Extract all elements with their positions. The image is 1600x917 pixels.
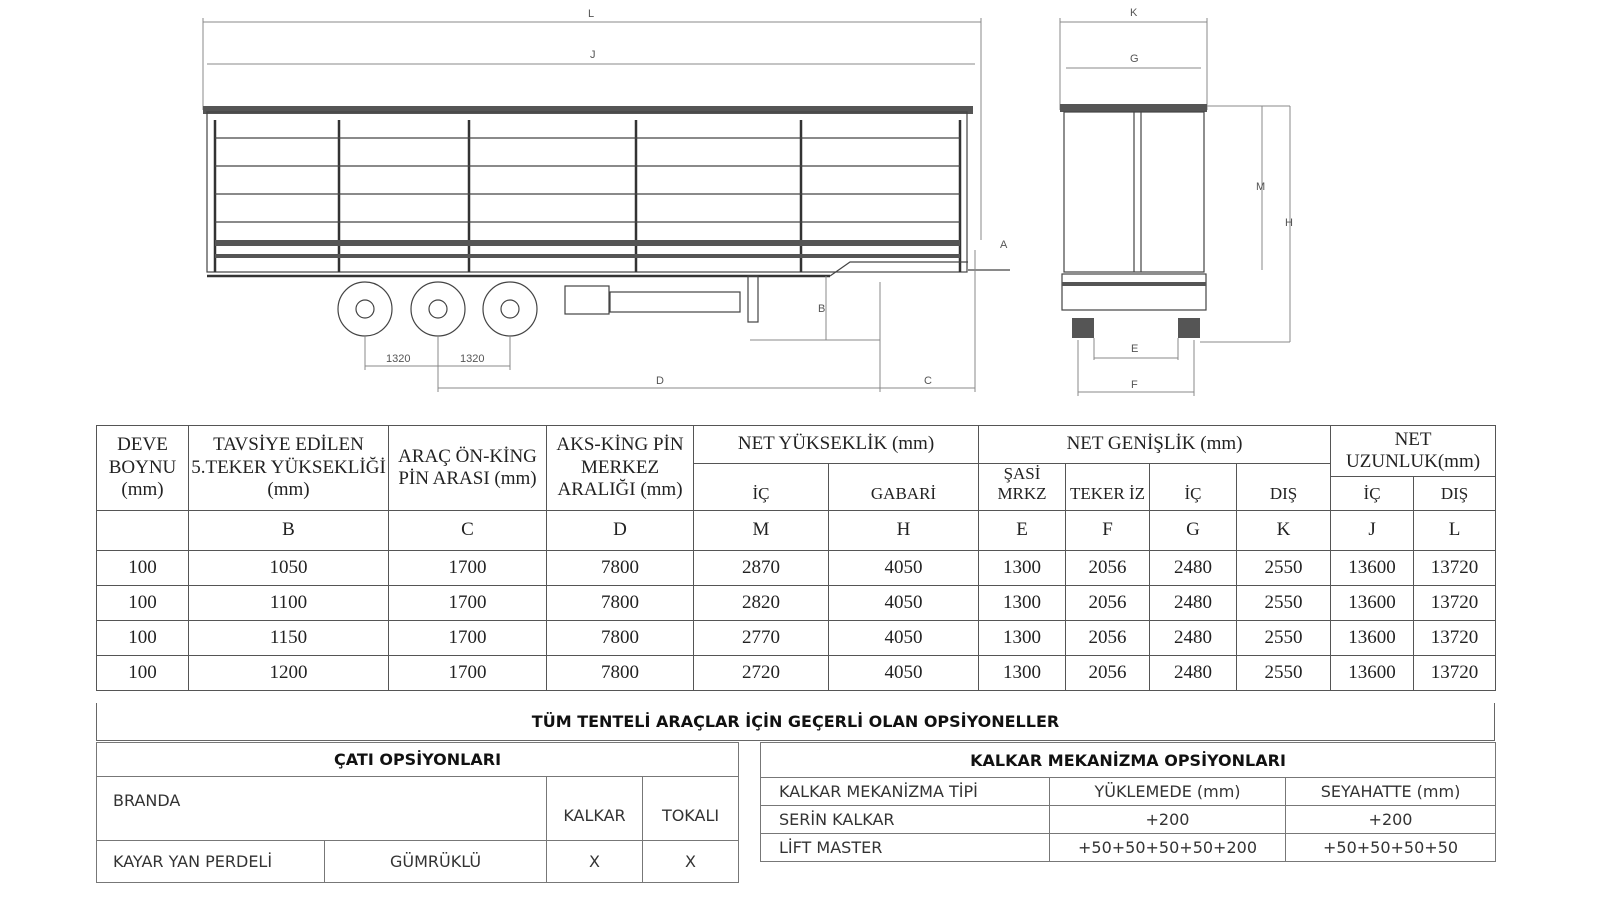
table-cell: 13720 — [1414, 551, 1496, 586]
kalkar-header-yuklemede: YÜKLEMEDE (mm) — [1050, 778, 1286, 806]
dim-l-label: L — [588, 8, 595, 20]
letter-cell: M — [694, 511, 829, 551]
dim-g-label: G — [1130, 53, 1139, 65]
dim-axle-2: 1320 — [460, 353, 485, 365]
table-cell: 2480 — [1150, 586, 1237, 621]
kalkar-row-label: LİFT MASTER — [761, 834, 1050, 862]
header-gabari: GABARİ — [829, 464, 979, 511]
table-cell: 4050 — [829, 586, 979, 621]
table-cell: 2720 — [694, 656, 829, 691]
table-row — [97, 656, 1496, 691]
table-row — [97, 551, 1496, 586]
table-cell: 13720 — [1414, 621, 1496, 656]
kalkar-row-value: +200 — [1286, 806, 1496, 834]
dim-k-label: K — [1130, 7, 1138, 19]
roof-options-title: ÇATI OPSİYONLARI — [97, 743, 739, 777]
table-cell: 2480 — [1150, 551, 1237, 586]
table-cell: 13600 — [1331, 621, 1414, 656]
table-cell: 13600 — [1331, 551, 1414, 586]
trailer-technical-drawing — [0, 0, 1600, 400]
letter-cell: E — [979, 511, 1066, 551]
table-cell: 4050 — [829, 656, 979, 691]
header-deve-boynu: DEVE BOYNU (mm) — [97, 426, 189, 511]
roof-tokali-mark: X — [643, 841, 739, 883]
header-sasi-mrkz: ŞASİ MRKZ — [979, 464, 1066, 511]
kalkar-row-label: SERİN KALKAR — [761, 806, 1050, 834]
roof-gumruklu-label: GÜMRÜKLÜ — [325, 841, 547, 883]
header-teker-yuksekligi: TAVSİYE EDİLEN 5.TEKER YÜKSEKLİĞİ (mm) — [189, 426, 389, 511]
roof-options-table — [96, 742, 739, 883]
header-teker-iz: TEKER İZ — [1066, 464, 1150, 511]
table-row — [97, 586, 1496, 621]
kalkar-options-title: KALKAR MEKANİZMA OPSİYONLARI — [761, 743, 1496, 778]
table-cell: 2770 — [694, 621, 829, 656]
table-cell: 1050 — [189, 551, 389, 586]
table-cell: 1100 — [189, 586, 389, 621]
dim-c-label: C — [924, 375, 932, 387]
table-cell: 4050 — [829, 551, 979, 586]
header-dis-uzunluk: DIŞ — [1414, 477, 1496, 511]
table-cell: 2480 — [1150, 621, 1237, 656]
roof-kalkar-mark: X — [547, 841, 643, 883]
table-cell: 1300 — [979, 621, 1066, 656]
table-cell: 1150 — [189, 621, 389, 656]
roof-kayar-label: KAYAR YAN PERDELİ — [97, 841, 325, 883]
header-king-pin-arasi: ARAÇ ÖN-KİNG PİN ARASI (mm) — [389, 426, 547, 511]
letter-cell: G — [1150, 511, 1237, 551]
table-cell: 100 — [97, 551, 189, 586]
kalkar-header-seyahatte: SEYAHATTE (mm) — [1286, 778, 1496, 806]
dim-b-label: B — [818, 303, 826, 315]
kalkar-header-tip: KALKAR MEKANİZMA TİPİ — [761, 778, 1050, 806]
roof-kalkar-header: KALKAR — [547, 777, 643, 841]
table-cell: 2550 — [1237, 586, 1331, 621]
letter-cell: K — [1237, 511, 1331, 551]
spec-table — [96, 425, 1496, 691]
kalkar-options-table — [760, 742, 1496, 862]
table-cell: 13600 — [1331, 586, 1414, 621]
header-net-uzunluk: NET UZUNLUK(mm) — [1331, 426, 1496, 477]
table-cell: 13720 — [1414, 586, 1496, 621]
table-cell: 100 — [97, 586, 189, 621]
table-cell: 2480 — [1150, 656, 1237, 691]
letter-cell: B — [189, 511, 389, 551]
dim-m-label: M — [1256, 181, 1266, 193]
table-cell: 2056 — [1066, 586, 1150, 621]
table-cell: 2056 — [1066, 551, 1150, 586]
dim-h-label: H — [1285, 217, 1293, 229]
letter-cell: D — [547, 511, 694, 551]
header-ic-yukseklik: İÇ — [694, 464, 829, 511]
dim-j-label: J — [590, 49, 596, 61]
letter-cell: J — [1331, 511, 1414, 551]
letter-cell: L — [1414, 511, 1496, 551]
table-cell: 2820 — [694, 586, 829, 621]
header-dis-genislik: DIŞ — [1237, 464, 1331, 511]
table-cell: 1700 — [389, 656, 547, 691]
kalkar-row-value: +50+50+50+50+200 — [1050, 834, 1286, 862]
rear-view-drawing — [1060, 7, 1293, 396]
table-cell: 1700 — [389, 551, 547, 586]
table-cell: 2056 — [1066, 656, 1150, 691]
letter-cell-empty — [97, 511, 189, 551]
letter-cell: H — [829, 511, 979, 551]
table-cell: 1700 — [389, 621, 547, 656]
header-aks-king-pin: AKS-KİNG PİN MERKEZ ARALIĞI (mm) — [547, 426, 694, 511]
table-cell: 2550 — [1237, 551, 1331, 586]
table-cell: 1300 — [979, 656, 1066, 691]
kalkar-row-value: +50+50+50+50 — [1286, 834, 1496, 862]
table-cell: 2870 — [694, 551, 829, 586]
table-cell: 2550 — [1237, 656, 1331, 691]
table-cell: 2550 — [1237, 621, 1331, 656]
table-cell: 4050 — [829, 621, 979, 656]
options-banner: TÜM TENTELİ ARAÇLAR İÇİN GEÇERLİ OLAN OPSİYONELLER — [96, 703, 1495, 741]
dim-axle-1: 1320 — [386, 353, 411, 365]
header-net-genislik: NET GENİŞLİK (mm) — [979, 426, 1331, 464]
table-cell: 1300 — [979, 586, 1066, 621]
table-cell: 13720 — [1414, 656, 1496, 691]
letter-cell: C — [389, 511, 547, 551]
header-ic-genislik: İÇ — [1150, 464, 1237, 511]
table-cell: 13600 — [1331, 656, 1414, 691]
table-row — [97, 621, 1496, 656]
table-cell: 7800 — [547, 656, 694, 691]
header-ic-uzunluk: İÇ — [1331, 477, 1414, 511]
table-cell: 7800 — [547, 621, 694, 656]
roof-branda-label: BRANDA — [97, 777, 547, 841]
dim-a-label: A — [1000, 239, 1008, 251]
dim-e-label: E — [1131, 343, 1139, 355]
table-cell: 1300 — [979, 551, 1066, 586]
table-cell: 100 — [97, 621, 189, 656]
table-cell: 7800 — [547, 586, 694, 621]
table-cell: 2056 — [1066, 621, 1150, 656]
kalkar-row-value: +200 — [1050, 806, 1286, 834]
letter-cell: F — [1066, 511, 1150, 551]
roof-tokali-header: TOKALI — [643, 777, 739, 841]
table-cell: 1200 — [189, 656, 389, 691]
table-cell: 1700 — [389, 586, 547, 621]
table-cell: 7800 — [547, 551, 694, 586]
dim-f-label: F — [1131, 379, 1138, 391]
letter-row — [97, 511, 1496, 551]
header-net-yukseklik: NET YÜKSEKLİK (mm) — [694, 426, 979, 464]
side-view-drawing — [203, 8, 1010, 392]
dim-d-label: D — [656, 375, 664, 387]
table-cell: 100 — [97, 656, 189, 691]
